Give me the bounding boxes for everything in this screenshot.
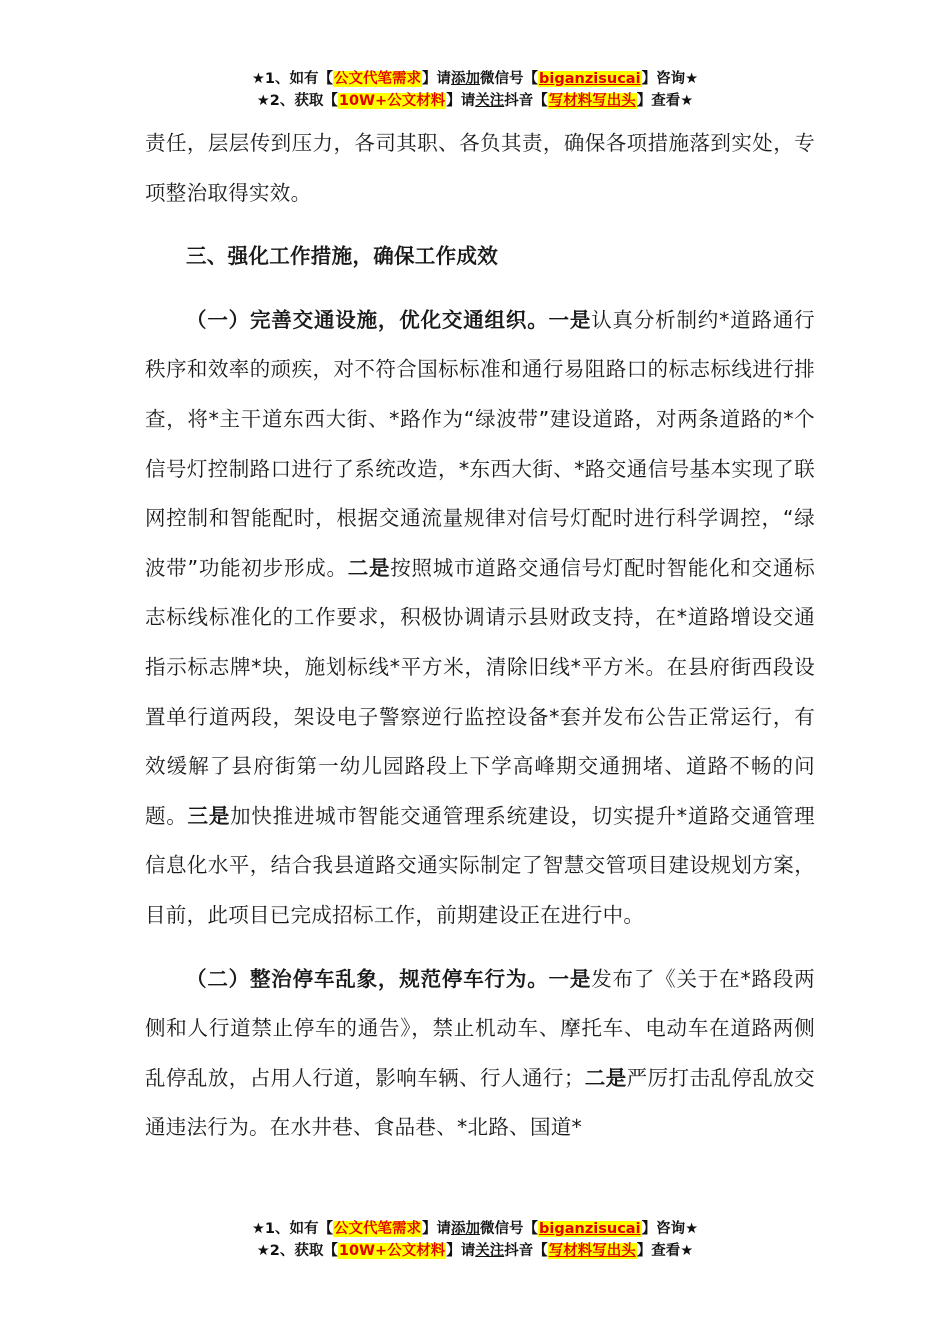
document-body bbox=[145, 119, 815, 1153]
banner-text: 抖音【 bbox=[504, 93, 548, 109]
paragraph-subsection-2 bbox=[145, 955, 815, 1153]
subsection-title: （一）完善交通设施，优化交通组织。 bbox=[186, 307, 549, 332]
paragraph-text: 按照城市道路交通信号灯配时智能化和交通标志标线标准化的工作要求，积极协调请示县财政支持，在*道路增设交通指示标志牌*块，施划标线*平方米，清除旧线*平方米。在县府街西段设置单行道两段，架设电子警察逆行监控设备*套并发布公告正常运行，有效缓解了县府街第一幼儿园路段上下学高峰期交通拥堵、道路不畅的问题。 bbox=[145, 555, 816, 828]
banner-highlight-service: 公文代笔需求 bbox=[334, 1221, 422, 1237]
paragraph-subsection-1 bbox=[145, 296, 815, 941]
paragraph-text: 认真分析制约*道路通行秩序和效率的顽疾，对不符合国标标准和通行易阻路口的标志标线进行排查，将*主干道东西大街、*路作为“绿波带”建设道路，对两条道路的*个信号灯控制路口进行了系统改造，*东西大街、*路交通信号基本实现了联网控制和智能配时，根据交通流量规律对信号灯配时进行科学调控，“绿波带”功能初步形成。 bbox=[145, 307, 815, 580]
banner-highlight-materials: 10W+公文材料 bbox=[338, 1243, 446, 1259]
banner-text: 】查看★ bbox=[636, 1243, 694, 1259]
banner-line-2 bbox=[0, 1240, 950, 1262]
item-marker: 一是 bbox=[548, 307, 592, 332]
banner-line-1 bbox=[0, 68, 950, 90]
footer-banner bbox=[0, 1218, 950, 1262]
banner-line-2 bbox=[0, 90, 950, 112]
banner-text: 】请 bbox=[446, 1243, 476, 1259]
banner-text: ★2、获取【 bbox=[256, 1243, 338, 1259]
banner-highlight-douyin: 写材料写出头 bbox=[548, 1243, 636, 1259]
item-marker: 一是 bbox=[548, 966, 592, 991]
banner-highlight-wechat: biganzisucai bbox=[539, 71, 641, 87]
header-banner bbox=[0, 68, 950, 112]
banner-text: 抖音【 bbox=[504, 1243, 548, 1259]
item-marker: 二是 bbox=[584, 1065, 627, 1090]
banner-highlight-service: 公文代笔需求 bbox=[334, 71, 422, 87]
subsection-title: （二）整治停车乱象，规范停车行为。 bbox=[186, 966, 549, 991]
banner-text: ★1、如有【 bbox=[251, 1221, 334, 1237]
banner-text: 】咨询★ bbox=[641, 71, 699, 87]
banner-text: 】咨询★ bbox=[641, 1221, 699, 1237]
banner-text-underlined: 添加 bbox=[451, 71, 481, 87]
item-marker: 二是 bbox=[347, 555, 391, 580]
paragraph-text: 加快推进城市智能交通管理系统建设，切实提升*道路交通管理信息化水平，结合我县道路交通实际制定了智慧交管项目建设规划方案，目前，此项目已完成招标工作，前期建设正在进行中。 bbox=[145, 803, 815, 927]
banner-text: 微信号【 bbox=[480, 1221, 539, 1237]
banner-text: 微信号【 bbox=[480, 71, 539, 87]
banner-text: 】请 bbox=[446, 93, 476, 109]
banner-text-underlined: 添加 bbox=[451, 1221, 481, 1237]
item-marker: 三是 bbox=[187, 803, 231, 828]
banner-highlight-douyin: 写材料写出头 bbox=[548, 93, 636, 109]
banner-text-underlined: 关注 bbox=[475, 93, 505, 109]
paragraph-text: 发布了《关于在*路段两侧和人行道禁止停车的通告》，禁止机动车、摩托车、电动车在道路两侧乱停乱放，占用人行道，影响车辆、行人通行； bbox=[145, 966, 815, 1090]
paragraph-text: 严厉打击乱停乱放交通违法行为。在水井巷、食品巷、*北路、国道* bbox=[145, 1065, 815, 1140]
banner-text: 】查看★ bbox=[636, 93, 694, 109]
banner-highlight-wechat: biganzisucai bbox=[539, 1221, 641, 1237]
banner-text: ★2、获取【 bbox=[256, 93, 338, 109]
banner-text: 】请 bbox=[422, 1221, 452, 1237]
banner-line-1 bbox=[0, 1218, 950, 1240]
banner-text: 】请 bbox=[422, 71, 452, 87]
section-heading: 三、强化工作措施，确保工作成效 bbox=[186, 244, 498, 269]
paragraph-continued: 责任，层层传到压力，各司其职、各负其责，确保各项措施落到实处，专项整治取得实效。 bbox=[145, 131, 815, 205]
banner-text: ★1、如有【 bbox=[251, 71, 334, 87]
banner-highlight-materials: 10W+公文材料 bbox=[338, 93, 446, 109]
banner-text-underlined: 关注 bbox=[475, 1243, 505, 1259]
